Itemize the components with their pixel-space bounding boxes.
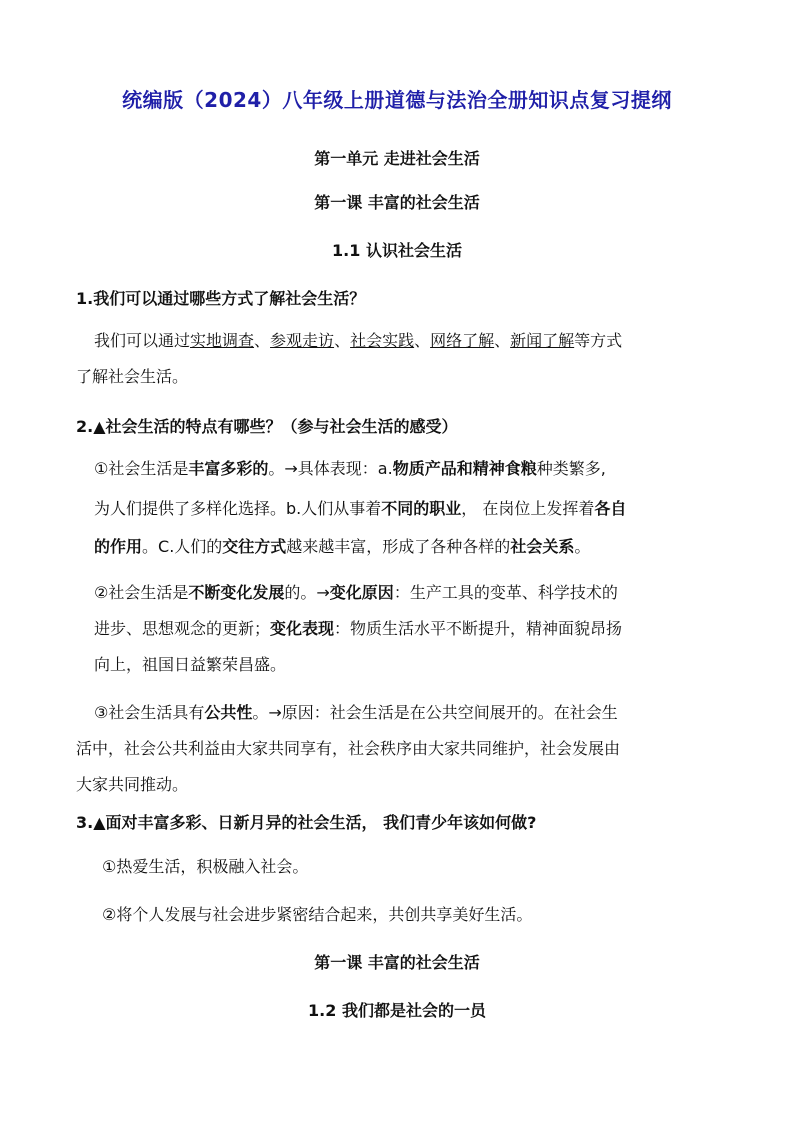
- text: ：生产工具的变革、科学技术的: [393, 583, 618, 602]
- unit-heading: 第一单元 走进社会生活: [314, 149, 480, 168]
- text: ， 在岗位上发挥着: [461, 499, 595, 518]
- lesson-heading: 第一课 丰富的社会生活: [314, 193, 480, 212]
- keyword: 交往方式: [222, 537, 287, 556]
- separator: 、: [414, 331, 431, 350]
- way-item: 参观走访: [270, 331, 335, 350]
- answer-3-item-2: ②将个人发展与社会进步紧密结合起来，共创共享美好生活。: [102, 905, 533, 924]
- separator: 、: [494, 331, 511, 350]
- way-item: 新闻了解: [510, 331, 575, 350]
- feature-3-line-3: 大家共同推动。: [76, 775, 189, 794]
- text: 我们可以通过: [94, 331, 191, 350]
- text: 等方式: [574, 331, 623, 350]
- feature-2-line-2: [94, 612, 622, 646]
- text: 进步、思想观念的更新；: [94, 619, 271, 638]
- feature-1-line-3: [94, 530, 590, 564]
- text: 种类繁多,: [536, 459, 606, 478]
- way-item: 社会实践: [350, 331, 415, 350]
- feature-1-line-1: [94, 452, 606, 486]
- keyword: 社会关系: [510, 537, 575, 556]
- separator: 、: [334, 331, 351, 350]
- feature-2-line-3: 向上，祖国日益繁荣昌盛。: [94, 655, 287, 674]
- answer-3-item-1: ①热爱生活，积极融入社会。: [102, 857, 309, 876]
- answer-1-line-2: 了解社会生活。: [76, 367, 189, 386]
- section-heading: 1.1 认识社会生活: [332, 241, 462, 260]
- feature-3-line-1: [94, 696, 618, 730]
- text: ②社会生活是: [94, 583, 189, 602]
- keyword: 丰富多彩的: [188, 459, 269, 478]
- feature-1-line-2: [94, 492, 626, 526]
- lesson-heading-repeat: 第一课 丰富的社会生活: [314, 953, 480, 972]
- feature-2-line-1: [94, 576, 618, 610]
- text: 。→原因：社会生活是在公共空间展开的。在社会生: [252, 703, 618, 722]
- text: 。C.人们的: [142, 537, 223, 556]
- way-item: 实地调查: [190, 331, 255, 350]
- keyword: 公共性: [204, 703, 253, 722]
- text: ①社会生活是: [94, 459, 189, 478]
- document-title: 统编版（2024）八年级上册道德与法治全册知识点复习提纲: [122, 88, 672, 112]
- question-1: 1.我们可以通过哪些方式了解社会生活？: [76, 289, 366, 308]
- section-heading-2: 1.2 我们都是社会的一员: [308, 1001, 486, 1020]
- question-2: 2.▲社会生活的特点有哪些？（参与社会生活的感受）: [76, 417, 458, 436]
- keyword: 不同的职业: [381, 499, 462, 518]
- keyword: 不断变化发展: [188, 583, 285, 602]
- keyword: 变化表现: [270, 619, 335, 638]
- question-3: 3.▲面对丰富多彩、日新月异的社会生活， 我们青少年该如何做?: [76, 813, 537, 832]
- text: 的。→: [284, 583, 330, 602]
- text: ：物质生活水平不断提升，精神面貌昂扬: [334, 619, 623, 638]
- keyword: 变化原因: [329, 583, 394, 602]
- separator: 、: [254, 331, 271, 350]
- text: ③社会生活具有: [94, 703, 205, 722]
- text: 越来越丰富，形成了各种各样的: [286, 537, 511, 556]
- text: 。→具体表现：a.: [268, 459, 393, 478]
- keyword: 物质产品和精神食粮: [392, 459, 537, 478]
- keyword: 各自: [594, 499, 627, 518]
- way-item: 网络了解: [430, 331, 495, 350]
- text: 为人们提供了多样化选择。b.人们从事着: [94, 499, 382, 518]
- answer-1-line-1: [94, 324, 724, 358]
- feature-3-line-2: 活中，社会公共利益由大家共同享有，社会秩序由大家共同维护，社会发展由: [76, 739, 621, 758]
- keyword: 的作用: [94, 537, 143, 556]
- text: 。: [574, 537, 591, 556]
